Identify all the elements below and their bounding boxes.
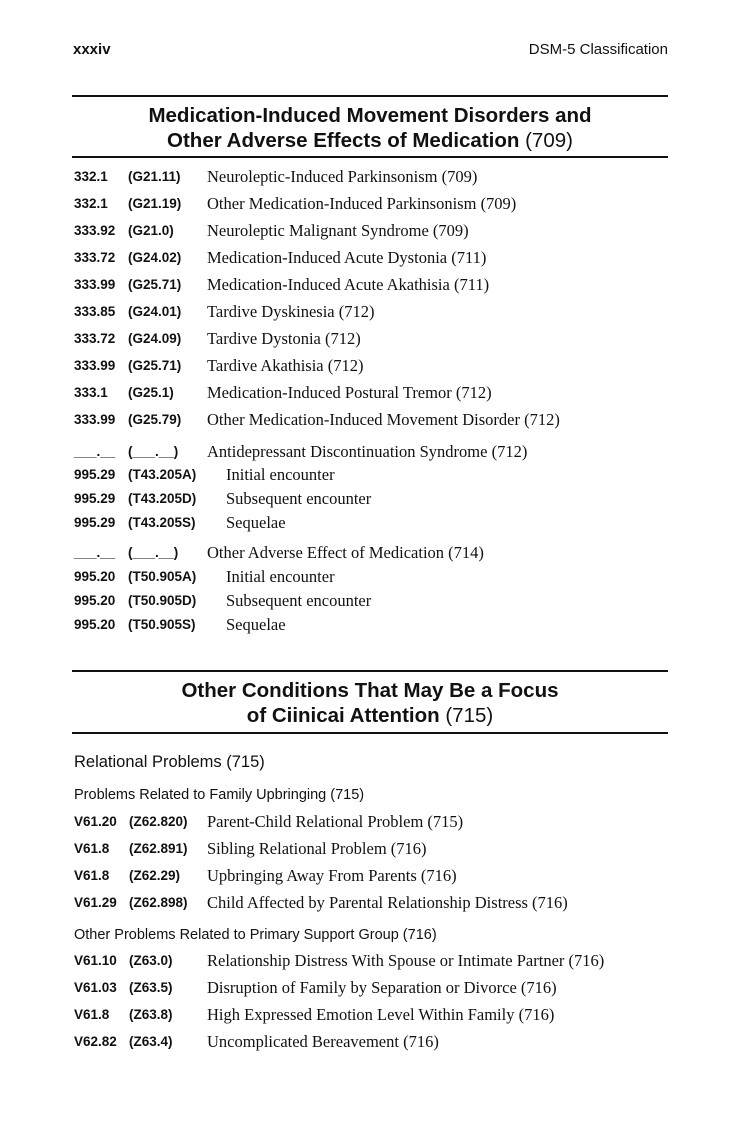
diagnosis-name: High Expressed Emotion Level Within Family (716) — [207, 1005, 555, 1024]
running-header: DSM-5 Classification — [528, 41, 668, 58]
subsection-heading: Relational Problems (715) — [74, 753, 265, 771]
section-bottom-rule — [72, 732, 668, 734]
diagnosis-name: Other Medication-Induced Movement Disorder (712) — [207, 410, 560, 429]
diagnosis-name: Initial encounter — [226, 465, 335, 484]
icd9-code: 333.85 — [74, 304, 116, 319]
icd10-code: (___.__) — [128, 444, 179, 459]
icd10-code: (G25.79) — [128, 412, 182, 427]
icd9-code: 333.72 — [74, 331, 116, 346]
group-heading: Problems Related to Family Upbringing (715) — [74, 787, 365, 803]
section-title-line-2: of Ciinicai Attention — [246, 704, 440, 727]
diagnosis-name: Relationship Distress With Spouse or Intimate Partner (716) — [207, 951, 605, 970]
diagnosis-name: Disruption of Family by Separation or Divorce (716) — [207, 978, 557, 997]
page-number: xxxiv — [73, 41, 111, 58]
icd10-code: (Z62.29) — [129, 868, 181, 883]
icd10-code: (G25.71) — [128, 277, 182, 292]
diagnosis-name: Other Medication-Induced Parkinsonism (709) — [207, 194, 517, 213]
icd10-code: (T50.905A) — [128, 569, 197, 584]
icd9-code: V61.20 — [74, 814, 117, 829]
diagnosis-name: Tardive Akathisia (712) — [207, 356, 364, 375]
icd9-code: 333.1 — [74, 385, 108, 400]
diagnosis-name: Tardive Dyskinesia (712) — [207, 302, 375, 321]
icd9-code: 333.99 — [74, 412, 116, 427]
icd10-code: (Z63.5) — [129, 980, 173, 995]
icd10-code: (G21.19) — [128, 196, 182, 211]
icd10-code: (G24.09) — [128, 331, 182, 346]
section-title-page: (709) — [525, 129, 573, 152]
icd9-code: 995.29 — [74, 515, 116, 530]
diagnosis-name: Other Adverse Effect of Medication (714) — [207, 543, 484, 562]
icd9-code: V61.8 — [74, 868, 110, 883]
diagnosis-name: Sequelae — [226, 615, 286, 634]
icd9-code: 333.92 — [74, 223, 116, 238]
icd9-code: 333.72 — [74, 250, 116, 265]
icd9-code: ___.__ — [74, 444, 116, 459]
section-top-rule — [72, 670, 668, 672]
section-bottom-rule — [72, 156, 668, 158]
section-title-line-2: Other Adverse Effects of Medication — [167, 129, 520, 152]
icd9-code: V61.8 — [74, 1007, 110, 1022]
icd10-code: (G21.11) — [128, 169, 181, 184]
diagnosis-name: Initial encounter — [226, 567, 335, 586]
section-title — [72, 678, 668, 728]
icd9-code: 995.29 — [74, 467, 116, 482]
icd10-code: (Z63.0) — [129, 953, 173, 968]
icd10-code: (Z62.898) — [129, 895, 188, 910]
icd10-code: (Z63.4) — [129, 1034, 173, 1049]
icd10-code: (G24.02) — [128, 250, 182, 265]
icd10-code: (T43.205S) — [128, 515, 196, 530]
diagnosis-name: Medication-Induced Acute Akathisia (711) — [207, 275, 490, 294]
icd9-code: 995.20 — [74, 593, 116, 608]
icd10-code: (T43.205A) — [128, 467, 197, 482]
icd9-code: V61.03 — [74, 980, 117, 995]
icd9-code: V61.10 — [74, 953, 117, 968]
diagnosis-name: Medication-Induced Postural Tremor (712) — [207, 383, 492, 402]
icd10-code: (G25.1) — [128, 385, 174, 400]
diagnosis-name: Neuroleptic-Induced Parkinsonism (709) — [207, 167, 478, 186]
diagnosis-name: Antidepressant Discontinuation Syndrome (712) — [207, 442, 528, 461]
section-title-page: (715) — [445, 704, 494, 727]
icd9-code: V61.29 — [74, 895, 117, 910]
icd10-code: (Z62.891) — [129, 841, 188, 856]
diagnosis-name: Medication-Induced Acute Dystonia (711) — [207, 248, 487, 267]
diagnosis-name: Subsequent encounter — [226, 489, 372, 508]
icd10-code: (T43.205D) — [128, 491, 197, 506]
diagnosis-name: Tardive Dystonia (712) — [207, 329, 361, 348]
section-title — [72, 103, 668, 153]
icd10-code: (T50.905D) — [128, 593, 197, 608]
icd9-code: V62.82 — [74, 1034, 117, 1049]
icd10-code: (Z62.820) — [129, 814, 188, 829]
icd10-code: (G24.01) — [128, 304, 182, 319]
diagnosis-name: Subsequent encounter — [226, 591, 372, 610]
section-title-line-1: Medication-Induced Movement Disorders and — [148, 104, 592, 127]
icd9-code: 332.1 — [74, 169, 108, 184]
icd10-code: (T50.905S) — [128, 617, 196, 632]
diagnosis-name: Uncomplicated Bereavement (716) — [207, 1032, 439, 1051]
icd10-code: (Z63.8) — [129, 1007, 173, 1022]
diagnosis-name: Parent-Child Relational Problem (715) — [207, 812, 464, 831]
diagnosis-name: Sequelae — [226, 513, 286, 532]
icd9-code: 995.29 — [74, 491, 116, 506]
diagnosis-name: Upbringing Away From Parents (716) — [207, 866, 457, 885]
icd10-code: (G25.71) — [128, 358, 182, 373]
group-heading: Other Problems Related to Primary Support Group (716) — [74, 927, 437, 943]
icd9-code: 333.99 — [74, 277, 116, 292]
icd10-code: (___.__) — [128, 545, 179, 560]
icd9-code: 995.20 — [74, 617, 116, 632]
icd10-code: (G21.0) — [128, 223, 174, 238]
icd9-code: V61.8 — [74, 841, 110, 856]
icd9-code: ___.__ — [74, 545, 116, 560]
section-title-line-1: Other Conditions That May Be a Focus — [181, 679, 559, 702]
diagnosis-name: Sibling Relational Problem (716) — [207, 839, 427, 858]
icd9-code: 995.20 — [74, 569, 116, 584]
section-top-rule — [72, 95, 668, 97]
icd9-code: 332.1 — [74, 196, 108, 211]
icd9-code: 333.99 — [74, 358, 116, 373]
diagnosis-name: Child Affected by Parental Relationship Distress (716) — [207, 893, 568, 912]
diagnosis-name: Neuroleptic Malignant Syndrome (709) — [207, 221, 469, 240]
